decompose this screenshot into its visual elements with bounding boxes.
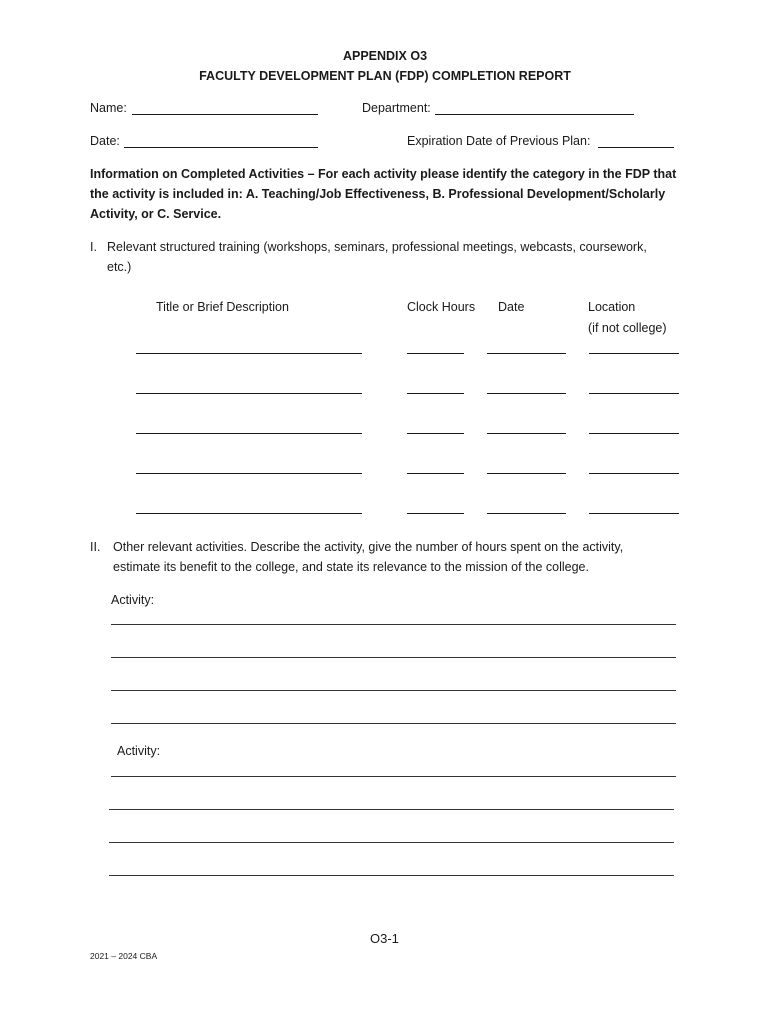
column-location-note: (if not college) [588, 321, 667, 335]
column-title-header: Title or Brief Description [156, 300, 289, 314]
page-title: FACULTY DEVELOPMENT PLAN (FDP) COMPLETION REPORT [199, 69, 571, 83]
section-2-text-2: estimate its benefit to the college, and state its relevance to the mission of the college. [113, 560, 589, 574]
row-location-field[interactable] [589, 353, 679, 354]
section-1-text-1: Relevant structured training (workshops, seminars, professional meetings, webcasts, coursework, [107, 240, 647, 254]
date-label: Date: [90, 134, 120, 148]
row-date-field[interactable] [487, 433, 566, 434]
row-location-field[interactable] [589, 393, 679, 394]
activity-1-line[interactable] [111, 723, 676, 724]
expiration-field[interactable] [598, 147, 674, 148]
column-date-header: Date [498, 300, 525, 314]
activity-2-line[interactable] [111, 776, 676, 777]
department-label: Department: [362, 101, 431, 115]
expiration-label: Expiration Date of Previous Plan: [407, 134, 591, 148]
info-line-3: Activity, or C. Service. [90, 207, 222, 221]
row-title-field[interactable] [136, 473, 362, 474]
row-hours-field[interactable] [407, 513, 464, 514]
name-field[interactable] [132, 114, 318, 115]
department-field[interactable] [435, 114, 634, 115]
info-line-1: Information on Completed Activities – For each activity please identify the category in the FDP that [90, 167, 677, 181]
row-title-field[interactable] [136, 513, 362, 514]
row-hours-field[interactable] [407, 433, 464, 434]
activity-2-line[interactable] [109, 809, 674, 810]
row-hours-field[interactable] [407, 473, 464, 474]
activity-1-line[interactable] [111, 624, 676, 625]
info-line-2: the activity is included in: A. Teaching/Job Effectiveness, B. Professional Development/Scholarly [90, 187, 666, 201]
appendix-label: APPENDIX O3 [342, 49, 428, 63]
page-number: O3-1 [370, 931, 399, 946]
activity-label: Activity: [117, 744, 161, 758]
row-title-field[interactable] [136, 433, 362, 434]
activity-2-line[interactable] [109, 842, 674, 843]
column-location-header: Location [588, 300, 636, 314]
section-2-text-1: Other relevant activities. Describe the activity, give the number of hours spent on the activity, [113, 540, 624, 554]
row-title-field[interactable] [136, 393, 362, 394]
date-field[interactable] [124, 147, 318, 148]
row-date-field[interactable] [487, 353, 566, 354]
section-1-text-2: etc.) [107, 260, 132, 274]
activity-1-line[interactable] [111, 690, 676, 691]
footer-note: 2021 – 2024 CBA [90, 951, 158, 961]
column-hours-header: Clock Hours [407, 300, 476, 314]
row-hours-field[interactable] [407, 393, 464, 394]
row-hours-field[interactable] [407, 353, 464, 354]
row-date-field[interactable] [487, 513, 566, 514]
row-title-field[interactable] [136, 353, 362, 354]
section-1-numeral: I. [90, 240, 97, 254]
row-date-field[interactable] [487, 393, 566, 394]
name-label: Name: [90, 101, 127, 115]
section-2-numeral: II. [90, 540, 101, 554]
row-date-field[interactable] [487, 473, 566, 474]
row-location-field[interactable] [589, 433, 679, 434]
row-location-field[interactable] [589, 473, 679, 474]
row-location-field[interactable] [589, 513, 679, 514]
activity-1-line[interactable] [111, 657, 676, 658]
activity-2-line[interactable] [109, 875, 674, 876]
activity-label: Activity: [111, 593, 155, 607]
